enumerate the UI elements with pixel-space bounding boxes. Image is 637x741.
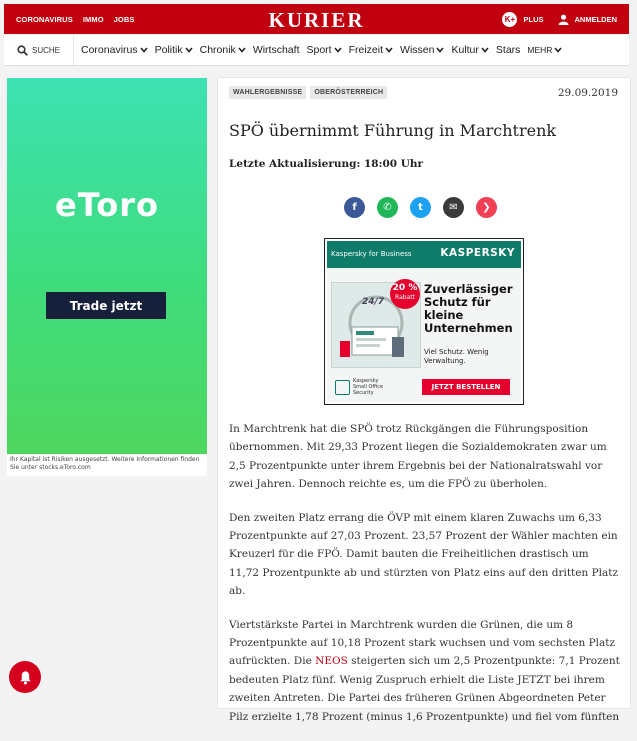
chevron-down-icon <box>185 44 193 56</box>
article-paragraph <box>229 616 621 726</box>
nav-item-chronik[interactable]: Chronik <box>199 44 236 56</box>
kaspersky-product-icon <box>335 380 350 395</box>
discount-badge <box>390 279 420 309</box>
paragraph-text: steigerten sich um 2,5 Prozentpunkte: 7,1 Prozent bedeuten Platz fünf. Wenig Zuspruch erhielt die Liste JETZT bei ihrem zweiten Antreten. Die Partei des früheren Grünen Abgeordneten Peter Pilz erzielte 1,78 Prozent (minus 1,6 Prozentpunkte) und fiel vom fünften <box>229 655 620 723</box>
search-icon <box>17 45 28 56</box>
main-nav <box>4 35 629 66</box>
plus-link[interactable]: PLUS <box>523 14 544 24</box>
chevron-down-icon <box>436 44 444 56</box>
user-icon[interactable] <box>558 14 569 25</box>
article-paragraph: Den zweiten Platz errang die ÖVP mit einem klaren Zuwachs um 6,33 Prozentpunkte auf 27,03 Prozent. 23,57 Prozent der Wähler machten ein Kreuzerl für die FPÖ. Damit bauten die Freiheitlichen drastisch um 11,72 Prozentpunkte ab und stürzten von Platz eins auf den dritten Platz ab. <box>229 511 619 598</box>
nav-item-wirtschaft[interactable]: Wirtschaft <box>252 44 300 56</box>
article <box>217 77 631 723</box>
article-tags <box>229 86 387 99</box>
chevron-down-icon <box>334 44 342 56</box>
top-bar <box>4 4 629 34</box>
discount-label: Rabatt <box>395 294 415 301</box>
chevron-down-icon <box>140 44 148 56</box>
email-icon[interactable]: ✉ <box>443 197 464 218</box>
top-link-jobs[interactable]: JOBS <box>113 14 135 24</box>
top-link-coronavirus[interactable]: CORONAVIRUS <box>16 14 73 24</box>
kaspersky-product <box>335 375 387 399</box>
kaspersky-subline: Viel Schutz. Wenig Verwaltung. <box>424 348 489 365</box>
trade-now-button[interactable]: Trade jetzt <box>46 292 166 319</box>
kaspersky-product-label: Kaspersky Small Office Security <box>353 378 384 396</box>
discount-percent: 20 % <box>392 283 418 293</box>
kaspersky-ad[interactable] <box>324 238 524 405</box>
kaspersky-body <box>327 268 521 402</box>
chevron-down-icon <box>554 44 562 56</box>
notification-button[interactable] <box>9 661 41 693</box>
kurier-plus-icon[interactable]: K+ <box>502 12 517 27</box>
top-actions <box>502 4 617 34</box>
bell-icon <box>18 670 33 685</box>
kaspersky-headline: Zuverlässiger Schutz für kleine Unternehmen <box>424 282 513 335</box>
nav-items <box>81 35 562 65</box>
chevron-down-icon <box>385 44 393 56</box>
nav-item-mehr[interactable]: MEHR <box>527 45 553 55</box>
nav-item-politik[interactable]: Politik <box>154 44 183 56</box>
tag-wahlergebnisse[interactable]: WAHLERGEBNISSE <box>229 86 306 99</box>
nav-item-stars[interactable]: Stars <box>495 44 521 56</box>
nav-item-wissen[interactable]: Wissen <box>400 44 435 56</box>
chevron-down-icon <box>481 44 489 56</box>
search-button[interactable] <box>4 35 74 65</box>
last-updated: Letzte Aktualisierung: 18:00 Uhr <box>229 158 424 170</box>
article-title: SPÖ übernimmt Führung in Marchtrenk <box>229 121 557 140</box>
etoro-ad[interactable] <box>7 78 207 454</box>
whatsapp-icon[interactable]: ✆ <box>377 197 398 218</box>
top-link-immo[interactable]: IMMO <box>82 14 104 24</box>
order-now-button[interactable]: JETZT BESTELLEN <box>422 379 510 395</box>
facebook-icon[interactable]: f <box>344 197 365 218</box>
paragraph-text: Viertstärkste Partei in Marchtrenk wurden die Grünen, die um 8 Prozentpunkte auf 10,18 Prozent stark wuchsen und vom sechsten Platz aufrückten. Die <box>229 618 616 668</box>
neos-link[interactable]: NEOS <box>315 655 348 668</box>
article-body <box>229 420 621 741</box>
login-link[interactable]: ANMELDEN <box>574 14 617 24</box>
nav-item-kultur[interactable]: Kultur <box>451 44 479 56</box>
etoro-disclaimer: Ihr Kapital ist Risiken ausgesetzt. Weitere Informationen finden Sie unter stocks.eToro.com <box>7 454 207 476</box>
chevron-down-icon <box>238 44 246 56</box>
kaspersky-logo: KASPERSKY <box>440 247 515 259</box>
kaspersky-24-7: 24/7 <box>362 297 385 307</box>
tag-oberoesterreich[interactable]: OBERÖSTERREICH <box>310 86 387 99</box>
site-logo[interactable]: KURIER <box>268 8 365 32</box>
article-paragraph: In Marchtrenk hat die SPÖ trotz Rückgängen die Führungsposition übernommen. Mit 29,33 Prozent liegen die Sozialdemokraten zwar um 2,5 Prozentpunkte unter ihrem Ergebnis bei der Nationalratswahl vor zwei Jahren. Dennoch reichte es, um die FPÖ zu überholen. <box>229 423 607 491</box>
kaspersky-header <box>327 241 521 268</box>
kaspersky-header-left: Kaspersky for Business <box>331 250 412 258</box>
nav-item-coronavirus[interactable]: Coronavirus <box>81 44 138 56</box>
nav-item-sport[interactable]: Sport <box>306 44 332 56</box>
twitter-icon[interactable]: t <box>410 197 431 218</box>
article-date: 29.09.2019 <box>557 87 618 99</box>
share-buttons <box>344 197 497 218</box>
search-label: SUCHE <box>32 45 61 55</box>
nav-item-freizeit[interactable]: Freizeit <box>348 44 384 56</box>
pocket-icon[interactable]: ❯ <box>476 197 497 218</box>
etoro-logo: eToro <box>54 186 160 224</box>
